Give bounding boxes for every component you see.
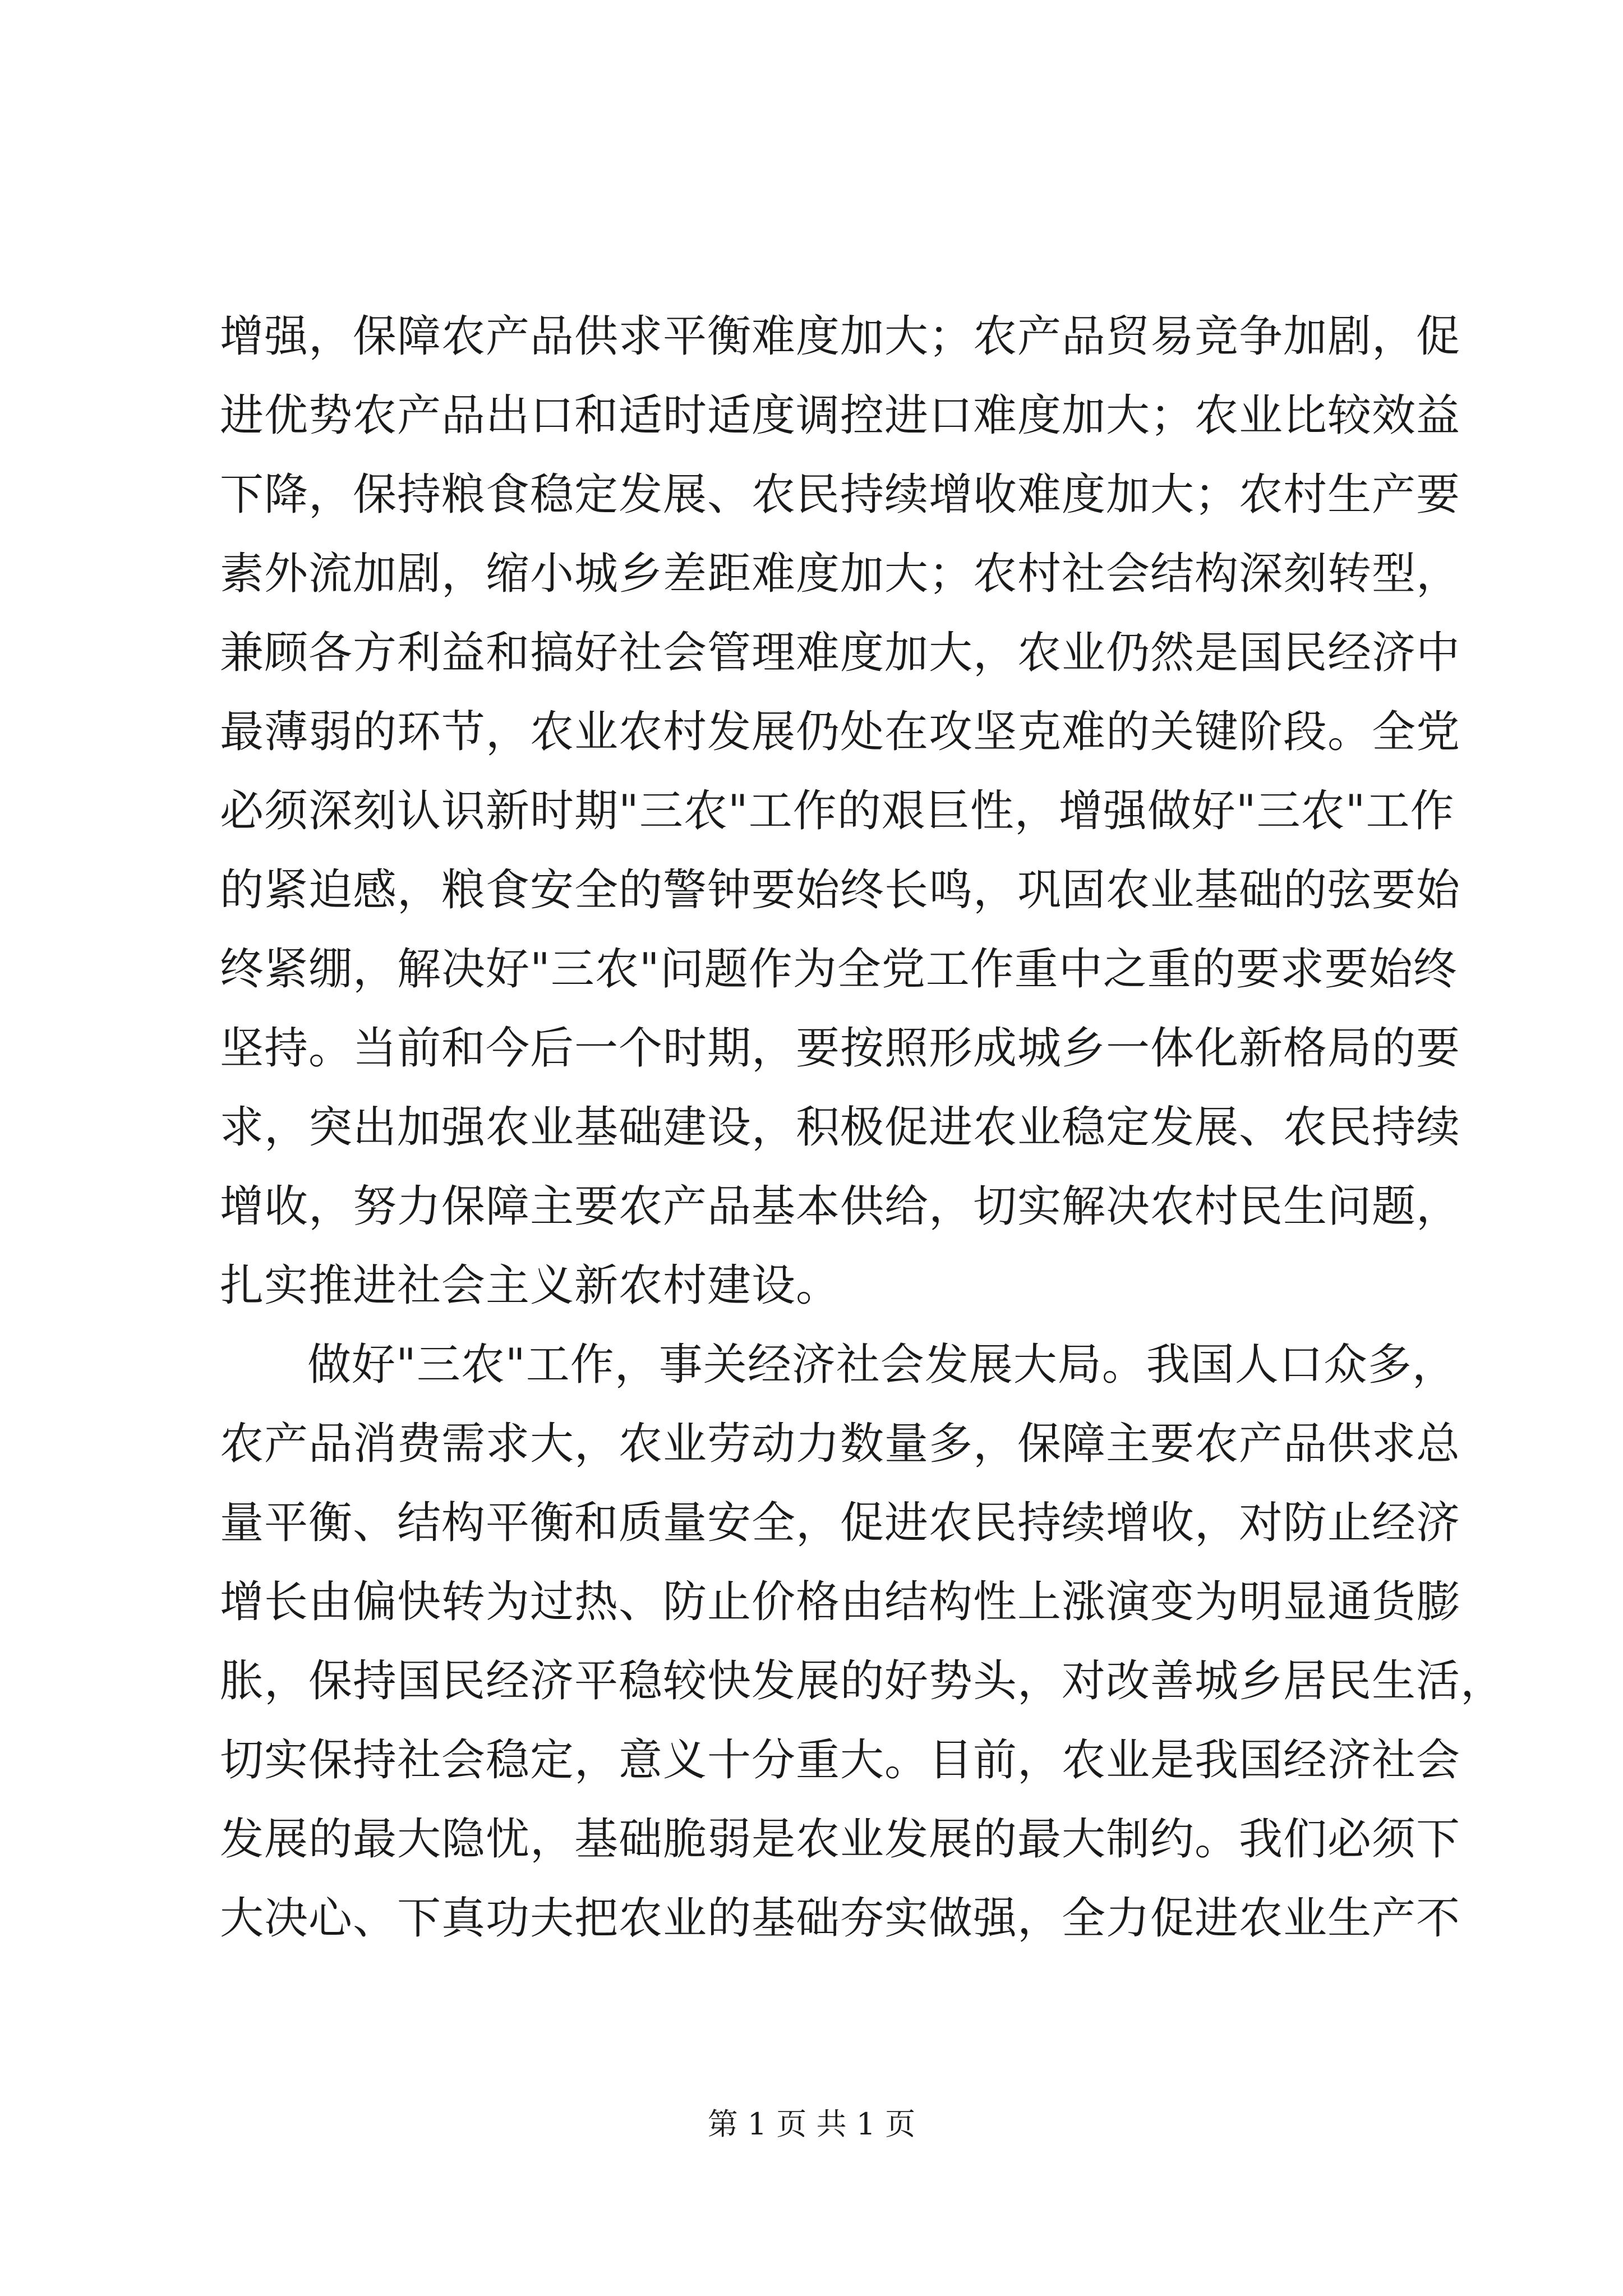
paragraph-line: 切实保持社会稳定，意义十分重大。目前，农业是我国经济社会 [220,1735,1461,1786]
paragraph-line: 兼顾各方利益和搞好社会管理难度加大，农业仍然是国民经济中 [220,628,1461,678]
paragraph-line: 进优势农产品出口和适时适度调控进口难度加大；农业比较效益 [220,390,1461,441]
paragraph-line: 胀，保持国民经济平稳较快发展的好势头，对改善城乡居民生活， [220,1656,1505,1706]
paragraph-line: 发展的最大隐忧，基础脆弱是农业发展的最大制约。我们必须下 [220,1814,1461,1865]
document-body [220,297,1505,1958]
paragraph-line: 扎实推进社会主义新农村建设。 [220,1260,841,1311]
page-number-footer: 第 1 页 共 1 页 [707,2106,916,2142]
paragraph-line: 坚持。当前和今后一个时期，要按照形成城乡一体化新格局的要 [220,1023,1461,1074]
paragraph-line: 求，突出加强农业基础建设，积极促进农业稳定发展、农民持续 [220,1102,1461,1153]
paragraph-line: 量平衡、结构平衡和质量安全，促进农民持续增收，对防止经济 [220,1498,1461,1548]
paragraph-line: 最薄弱的环节，农业农村发展仍处在攻坚克难的关键阶段。全党 [220,707,1461,757]
paragraph-1 [220,297,1461,1326]
paragraph-line: 做好"三农"工作，事关经济社会发展大局。我国人口众多， [307,1340,1456,1390]
paragraph-line: 素外流加剧，缩小城乡差距难度加大；农村社会结构深刻转型， [220,549,1461,599]
paragraph-line: 增长由偏快转为过热、防止价格由结构性上涨演变为明显通货膨 [220,1577,1461,1627]
paragraph-line: 的紧迫感，粮食安全的警钟要始终长鸣，巩固农业基础的弦要始 [220,865,1461,915]
paragraph-line: 必须深刻认识新时期"三农"工作的艰巨性，增强做好"三农"工作 [220,786,1455,836]
paragraph-line: 增强，保障农产品供求平衡难度加大；农产品贸易竞争加剧，促 [220,311,1461,362]
paragraph-line: 大决心、下真功夫把农业的基础夯实做强，全力促进农业生产不 [220,1893,1461,1944]
paragraph-line: 下降，保持粮食稳定发展、农民持续增收难度加大；农村生产要 [220,470,1461,520]
paragraph-line: 增收，努力保障主要农产品基本供给，切实解决农村民生问题， [220,1181,1461,1232]
paragraph-2 [220,1326,1505,1958]
paragraph-line: 终紧绷，解决好"三农"问题作为全党工作重中之重的要求要始终 [220,944,1458,995]
paragraph-line: 农产品消费需求大，农业劳动力数量多，保障主要农产品供求总 [220,1419,1461,1469]
